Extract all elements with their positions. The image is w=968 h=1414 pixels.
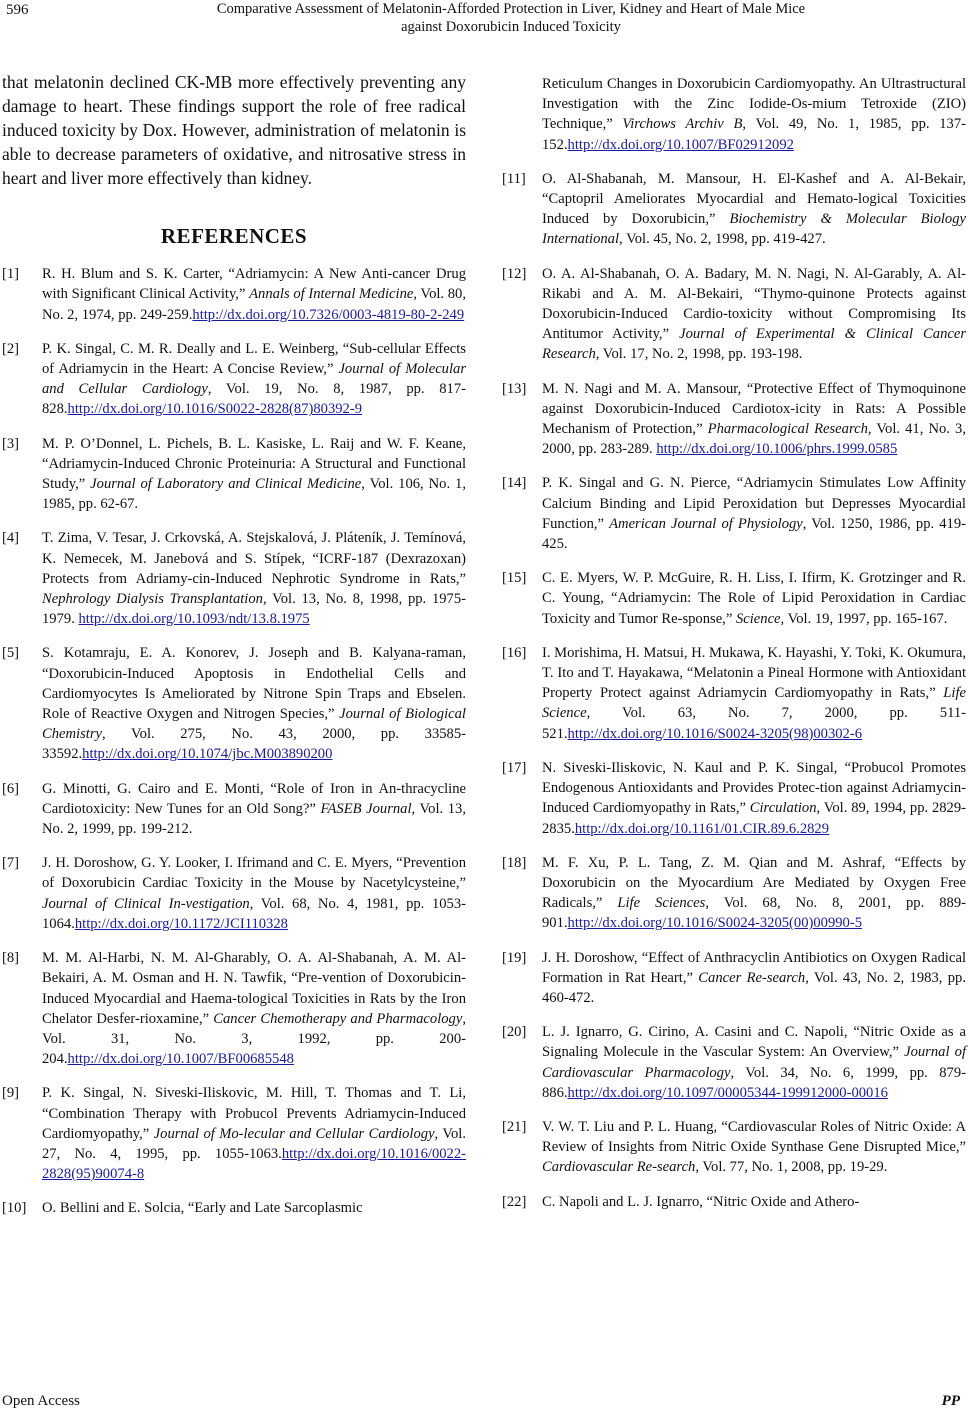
reference-details: , Vol. 68, No. 8, 2001, pp. 889-901. xyxy=(542,895,966,932)
reference-authors-title: C. Napoli and L. J. Ignarro, “Nitric Oxide and Athero- xyxy=(542,1193,860,1210)
reference-item xyxy=(502,169,966,250)
reference-number: [4] xyxy=(2,530,20,547)
running-head-line-1: Comparative Assessment of Melatonin-Afforded Protection in Liver, Kidney and Heart of Male Mice xyxy=(216,1,806,17)
reference-item xyxy=(502,264,966,365)
reference-text xyxy=(542,568,966,629)
reference-item xyxy=(2,434,466,515)
reference-text xyxy=(42,1083,466,1184)
reference-doi-link[interactable]: http://dx.doi.org/10.1007/BF00685548 xyxy=(67,1051,294,1068)
reference-authors-title: P. K. Singal and G. N. Pierce, “Adriamycin Stimulates Low Affinity Calcium Binding and Lipid Peroxidation but Depresses Myocardial Function,” xyxy=(542,475,966,532)
reference-text xyxy=(542,74,966,155)
reference-journal: Cancer Chemotherapy and Pharmacology xyxy=(213,1010,463,1027)
reference-authors-title: T. Zima, V. Tesar, J. Crkovská, A. Stejskalová, J. Pláteník, J. Temínová, K. Nemecek, M. Janebová and S. Stípek, “ICRF-187 (Dexrazoxan) Protects from Adriamy-cin-Induced Nephrotic Syndrome in Rats,” xyxy=(42,530,466,587)
reference-text xyxy=(542,169,966,250)
reference-journal: Life Sciences xyxy=(617,895,706,912)
reference-authors-title: V. W. T. Liu and P. L. Huang, “Cardiovascular Roles of Nitric Oxide: A Review of Insights from Nitric Oxide Synthase Gene Disrupted Mice,” xyxy=(542,1118,966,1156)
reference-number: [5] xyxy=(2,645,20,662)
reference-item xyxy=(2,1198,466,1218)
reference-number: [19] xyxy=(502,949,527,966)
reference-authors-title: O. Bellini and E. Solcia, “Early and Late Sarcoplasmic xyxy=(42,1200,363,1217)
reference-number: [2] xyxy=(2,340,20,357)
reference-doi-link[interactable]: http://dx.doi.org/10.1016/S0024-3205(98)00302-6 xyxy=(567,725,862,742)
reference-journal: Biochemistry & Molecular Biology International xyxy=(542,211,967,248)
reference-authors-title: O. A. Al-Shabanah, O. A. Badary, M. N. Nagi, N. Al-Garably, A. Al-Rikabi and A. M. Al-Bekairi, “Thymo-quinone Protects against Doxorubicin-Induced Cardio-toxicity without Compromising Its Antitumor Activity,” xyxy=(542,265,966,343)
reference-text xyxy=(542,643,966,744)
reference-details: , Vol. 89, 1994, pp. 2829-2835. xyxy=(542,800,966,837)
reference-item xyxy=(502,948,966,1009)
reference-journal: Journal of Clinical In-vestigation xyxy=(42,895,250,912)
reference-item xyxy=(502,853,966,934)
reference-journal: Journal of Biological Chemistry xyxy=(42,706,466,743)
reference-text xyxy=(42,948,466,1069)
reference-doi-link[interactable]: http://dx.doi.org/10.1074/jbc.M003890200 xyxy=(82,746,333,763)
reference-number: [10] xyxy=(2,1200,27,1217)
reference-details: , Vol. 77, No. 1, 2008, pp. 19-29. xyxy=(695,1159,888,1176)
reference-doi-link[interactable]: http://dx.doi.org/10.1016/S0024-3205(00)00990-5 xyxy=(567,915,862,932)
reference-authors-title: L. J. Ignarro, G. Cirino, A. Casini and C. Napoli, “Nitric Oxide as a Signaling Molecule in the Vascular System: An Overview,” xyxy=(542,1024,966,1061)
reference-item xyxy=(2,339,466,420)
reference-details: , Vol. 49, No. 1, 1985, pp. 137-152. xyxy=(542,116,966,153)
reference-authors-title: R. H. Blum and S. K. Carter, “Adriamycin: A New Anti-cancer Drug with Significant Clinical Activity,” xyxy=(42,266,466,303)
reference-details: , Vol. 68, No. 4, 1981, pp. 1053-1064. xyxy=(42,895,466,932)
reference-number: [15] xyxy=(502,570,527,587)
reference-item xyxy=(502,643,966,744)
reference-item xyxy=(502,1117,966,1178)
reference-authors-title: O. Al-Shabanah, M. Mansour, H. El-Kashef and A. Al-Bekair, “Captopril Ameliorates Myocardial and Hemato-logical Toxicities Induced by Doxorubicin,” xyxy=(542,170,966,228)
reference-journal: Annals of Internal Medicine xyxy=(249,286,414,303)
reference-text xyxy=(542,379,966,460)
reference-authors-title: M. F. Xu, P. L. Tang, Z. M. Qian and M. Ashraf, “Effects by Doxorubicin on the Myocardium Are Mediated by Oxygen Free Radicals,” xyxy=(542,854,966,912)
reference-journal: American Journal of Physiology xyxy=(609,515,803,532)
reference-journal: FASEB Journal xyxy=(320,800,412,817)
reference-doi-link[interactable]: http://dx.doi.org/10.1016/0022-2828(95)90074-8 xyxy=(42,1145,466,1183)
reference-authors-title: M. P. O’Donnel, L. Pichels, B. L. Kasiske, L. Raij and W. F. Keane, “Adriamycin-Induced Chronic Proteinuria: A Structural and Functional Study,” xyxy=(42,435,466,493)
reference-number: [16] xyxy=(502,644,527,661)
reference-doi-link[interactable]: http://dx.doi.org/10.1097/00005344-199912000-00016 xyxy=(567,1084,888,1101)
reference-authors-title: C. E. Myers, W. P. McGuire, R. H. Liss, I. Ifirm, K. Grotzinger and R. C. Young, “Adriamycin: The Role of Lipid Peroxidation in Cardiac Toxicity and Tumor Re-sponse,” xyxy=(542,570,966,627)
reference-text xyxy=(42,779,466,840)
right-column xyxy=(502,74,966,1226)
reference-doi-link[interactable]: http://dx.doi.org/10.1016/S0022-2828(87)80392-9 xyxy=(67,401,362,418)
references-heading: REFERENCES xyxy=(160,224,308,248)
reference-text xyxy=(542,853,966,934)
reference-journal: Journal of Laboratory and Clinical Medicine xyxy=(90,476,362,493)
reference-item xyxy=(2,528,466,629)
reference-journal: Life Science xyxy=(542,685,966,722)
reference-item xyxy=(502,568,966,629)
reference-details: , Vol. 1250, 1986, pp. 419-425. xyxy=(542,515,967,553)
reference-number: [14] xyxy=(502,475,527,492)
reference-item xyxy=(2,779,466,840)
reference-text xyxy=(42,434,466,515)
reference-details: , Vol. 106, No. 1, 1985, pp. 62-67. xyxy=(42,476,466,513)
reference-number: [3] xyxy=(2,435,20,452)
footer-journal-mark: PP xyxy=(941,1393,960,1409)
reference-text xyxy=(542,264,966,365)
reference-authors-title: I. Morishima, H. Matsui, H. Mukawa, K. Hayashi, Y. Toki, K. Okumura, T. Ito and T. Hayakawa, “Melatonin a Pineal Hormone with Antioxidant Property Protect against Adriamycin Cardiomyopathy in Rats,” xyxy=(542,644,966,702)
reference-number: [22] xyxy=(502,1193,527,1210)
reference-text xyxy=(42,264,466,325)
reference-text xyxy=(542,1022,966,1103)
reference-item xyxy=(2,643,466,764)
reference-journal: Cancer Re-search xyxy=(698,969,806,986)
left-column xyxy=(2,70,466,1233)
reference-doi-link[interactable]: http://dx.doi.org/10.1006/phrs.1999.0585 xyxy=(656,441,898,458)
reference-details: , Vol. 13, No. 8, 1998, pp. 1975-1979. xyxy=(42,591,466,628)
reference-text xyxy=(542,473,966,554)
reference-text xyxy=(542,1117,966,1178)
reference-number: [13] xyxy=(502,380,527,397)
reference-authors-title: J. H. Doroshow, “Effect of Anthracyclin Antibiotics on Oxygen Radical Formation in Rat Heart,” xyxy=(542,949,966,986)
reference-details: , Vol. 13, No. 2, 1999, pp. 199-212. xyxy=(42,800,466,838)
reference-list-right xyxy=(502,74,966,1212)
reference-journal: Nephrology Dialysis Transplantation xyxy=(42,591,263,608)
reference-item xyxy=(502,1022,966,1103)
reference-number: [6] xyxy=(2,780,20,797)
reference-number: [12] xyxy=(502,265,527,282)
reference-doi-link[interactable]: http://dx.doi.org/10.1093/ndt/13.8.1975 xyxy=(78,611,310,628)
reference-authors-title: M. M. Al-Harbi, N. M. Al-Gharably, O. A. Al-Shabanah, A. M. Al-Bekairi, A. M. Osman and H. N. Tawfik, “Pre-vention of Doxorubicin-Induced Myocardial and Haema-tological Toxicities in Rats by the Iron Chelator Desfer-rioxamine,” xyxy=(42,950,466,1027)
reference-authors-title: G. Minotti, G. Cairo and E. Monti, “Role of Iron in An-thracycline Cardiotoxicity: New Tunes for an Old Song?” xyxy=(42,780,466,817)
reference-details: , Vol. 17, No. 2, 1998, pp. 193-198. xyxy=(595,346,803,363)
reference-journal: Virchows Archiv B xyxy=(622,116,743,133)
body-paragraph: that melatonin declined CK-MB more effectively preventing any damage to heart. These findings support the role of free radical induced toxicity by Dox. However, administration of melatonin is able to decrease parameters of oxidative, and nitrosative stress in heart and liver more effectively than kidney. xyxy=(2,72,466,188)
reference-authors-title: P. K. Singal, N. Siveski-Iliskovic, M. Hill, T. Thomas and T. Li, “Combination Therapy with Probucol Prevents Adriamycin-Induced Cardiomyopathy,” xyxy=(42,1085,466,1142)
reference-details: , Vol. 27, No. 4, 1995, pp. 1055-1063. xyxy=(42,1125,466,1162)
reference-journal: Science xyxy=(735,610,781,627)
reference-list-left xyxy=(2,264,466,1218)
reference-details: , Vol. 275, No. 43, 2000, pp. 33585-33592. xyxy=(42,726,466,763)
reference-authors-title: S. Kotamraju, E. A. Konorev, J. Joseph and B. Kalyana-raman, “Doxorubicin-Induced Apoptosis in Endothelial Cells and Cardiomyocytes Is Ameliorated by Nitrone Spin Traps and Ebselen. Role of Reactive Oxygen and Nitrogen Species,” xyxy=(42,645,466,723)
reference-item xyxy=(502,473,966,554)
reference-authors-title: Reticulum Changes in Doxorubicin Cardiomyopathy. An Ultrastructural Investigation with the Zinc Iodide-Os-mium Tetroxide (ZIO) Technique,” xyxy=(542,76,966,133)
reference-item xyxy=(502,74,966,155)
reference-journal: Journal of Experimental & Clinical Cancer Research xyxy=(542,326,966,363)
reference-text xyxy=(542,948,966,1009)
reference-details: , Vol. 31, No. 3, 1992, pp. 200-204. xyxy=(42,1010,466,1068)
reference-text xyxy=(42,643,466,764)
reference-doi-link[interactable]: http://dx.doi.org/10.1161/01.CIR.89.6.2829 xyxy=(574,820,830,837)
reference-details: , Vol. 43, No. 2, 1983, pp. 460-472. xyxy=(542,969,967,1006)
reference-item xyxy=(2,853,466,934)
reference-number xyxy=(502,74,542,155)
reference-details: , Vol. 45, No. 2, 1998, pp. 419-427. xyxy=(619,231,826,248)
reference-number: [7] xyxy=(2,855,20,872)
reference-journal: Pharmacological Research xyxy=(707,421,868,438)
reference-details: , Vol. 41, No. 3, 2000, pp. 283-289. xyxy=(542,421,966,458)
reference-doi-link[interactable]: http://dx.doi.org/10.1007/BF02912092 xyxy=(567,136,794,153)
reference-doi-link[interactable]: http://dx.doi.org/10.1172/JCI110328 xyxy=(74,915,288,932)
reference-item xyxy=(502,379,966,460)
reference-details: , Vol. 19, No. 8, 1987, pp. 817-828. xyxy=(42,381,466,418)
reference-doi-link[interactable]: http://dx.doi.org/10.7326/0003-4819-80-2-249 xyxy=(192,306,465,323)
reference-authors-title: J. H. Doroshow, G. Y. Looker, I. Ifrimand and C. E. Myers, “Prevention of Doxorubicin Cardiac Toxicity in the Mouse by Nacetylcysteine,” xyxy=(42,855,466,892)
reference-details: , Vol. 80, No. 2, 1974, pp. 249-259. xyxy=(42,286,466,323)
reference-number: [8] xyxy=(2,950,20,967)
reference-number: [20] xyxy=(502,1024,527,1041)
reference-journal: Cardiovascular Re-search xyxy=(542,1159,696,1176)
running-head-line-2: against Doxorubicin Induced Toxicity xyxy=(401,19,621,35)
reference-text xyxy=(42,339,466,420)
reference-item xyxy=(502,1192,966,1212)
reference-number: [17] xyxy=(502,759,527,776)
reference-authors-title: N. Siveski-Iliskovic, N. Kaul and P. K. Singal, “Probucol Promotes Endogenous Antioxidants and Provides Protec-tion against Adriamycin-Induced Cardiomyopathy in Rats,” xyxy=(542,759,966,817)
reference-authors-title: M. N. Nagi and M. A. Mansour, “Protective Effect of Thymoquinone against Doxorubicin-Induced Cardiotox-icity in Rats: A Possible Mechanism of Protection,” xyxy=(542,380,966,438)
reference-text xyxy=(42,1198,466,1218)
reference-text xyxy=(42,853,466,934)
reference-text xyxy=(542,758,966,839)
reference-number: [11] xyxy=(502,170,526,187)
reference-details: , Vol. 63, No. 7, 2000, pp. 511-521. xyxy=(542,705,966,742)
reference-journal: Journal of Molecular and Cellular Cardiology xyxy=(42,361,467,398)
reference-item xyxy=(2,264,466,325)
reference-journal: Journal of Cardiovascular Pharmacology xyxy=(542,1044,966,1081)
reference-number: [1] xyxy=(2,266,20,283)
reference-number: [18] xyxy=(502,854,527,871)
reference-details: , Vol. 19, 1997, pp. 165-167. xyxy=(780,610,948,627)
reference-item xyxy=(2,1083,466,1184)
reference-item xyxy=(2,948,466,1069)
reference-number: [9] xyxy=(2,1085,20,1102)
running-head xyxy=(60,0,962,36)
reference-number: [21] xyxy=(502,1118,527,1135)
page-number: 596 xyxy=(6,2,29,18)
reference-journal: Journal of Mo-lecular and Cellular Cardiology xyxy=(153,1125,435,1142)
reference-details: , Vol. 34, No. 6, 1999, pp. 879-886. xyxy=(542,1064,966,1101)
reference-text xyxy=(542,1192,966,1212)
reference-text xyxy=(42,528,466,629)
footer-open-access: Open Access xyxy=(2,1393,80,1409)
reference-journal: Circulation xyxy=(749,800,817,817)
reference-item xyxy=(502,758,966,839)
reference-authors-title: P. K. Singal, C. M. R. Deally and L. E. Weinberg, “Sub-cellular Effects of Adriamycin in the Heart: A Concise Review,” xyxy=(42,340,466,378)
